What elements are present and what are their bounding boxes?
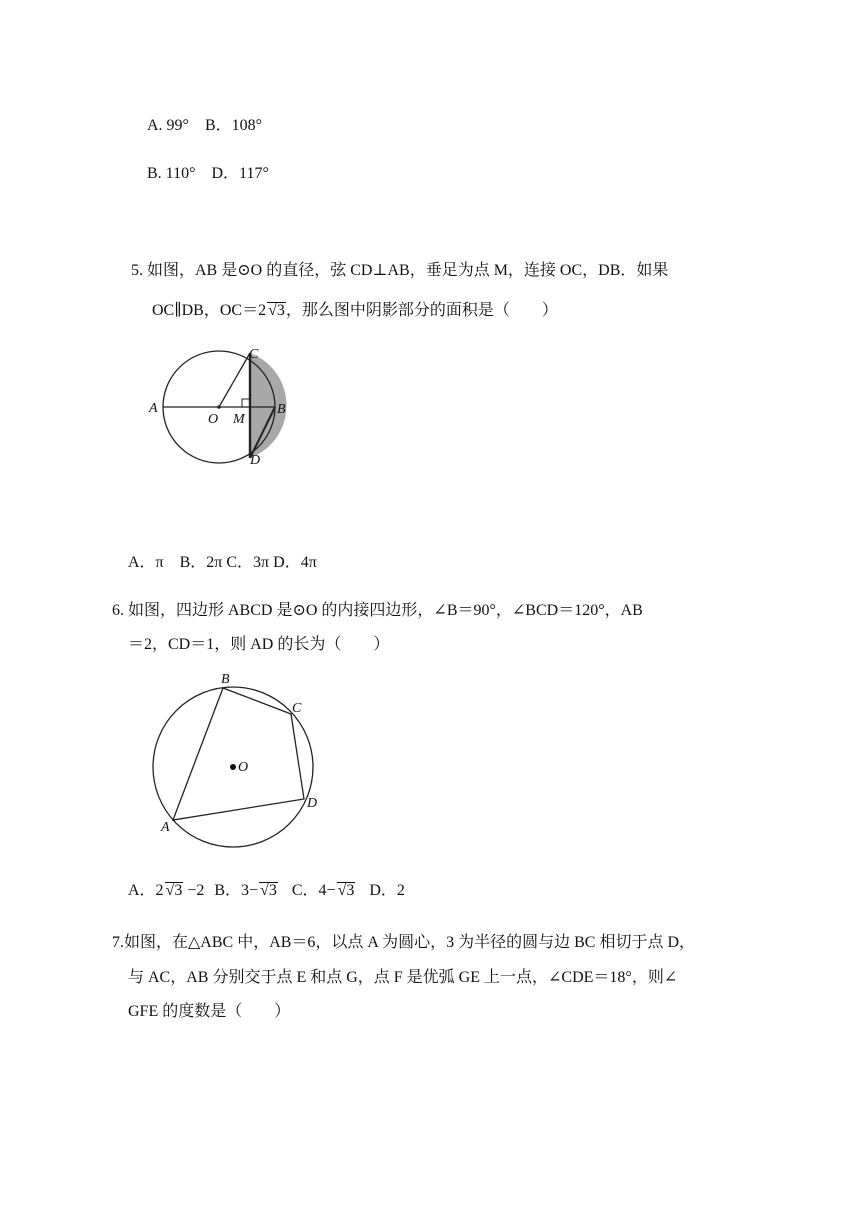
q4-options-line1: A. 99° B．108° bbox=[147, 117, 263, 134]
q6-option-b-pre: B．3− bbox=[214, 882, 259, 899]
label-b: B bbox=[277, 402, 286, 417]
q5-circle-figure bbox=[140, 340, 300, 470]
q5-stem-line2 bbox=[152, 297, 558, 320]
q6-stem-line2: ＝2，CD＝1，则 AD 的长为（ ） bbox=[128, 636, 390, 653]
q6-circle-figure bbox=[140, 668, 340, 848]
label-m: M bbox=[233, 412, 245, 427]
q7-stem-line1: 7.如图，在△ABC 中，AB＝6，以点 A 为圆心，3 为半径的圆与边 BC 相切于点 D， bbox=[112, 934, 696, 951]
q6-option-a-post: −2 bbox=[183, 882, 205, 899]
quadrilateral-abcd bbox=[173, 688, 304, 820]
label-o: O bbox=[238, 760, 249, 775]
label-o: O bbox=[208, 412, 219, 427]
label-c: C bbox=[249, 347, 259, 362]
center-dot bbox=[217, 405, 221, 409]
sqrt-radicand: √3 bbox=[268, 302, 285, 319]
q5-stem-line1: 5. 如图，AB 是⊙O 的直径，弦 CD⊥AB，垂足为点 M，连接 OC，DB．如果 bbox=[131, 262, 669, 279]
label-d: D bbox=[307, 796, 318, 811]
center-dot bbox=[230, 764, 236, 770]
q7-stem-line3: GFE 的度数是（ ） bbox=[128, 1003, 291, 1020]
q6-option-d: D．2 bbox=[369, 882, 405, 899]
sqrt-radicand: √3 bbox=[260, 882, 277, 899]
q6-option-a-pre: A．2 bbox=[128, 882, 164, 899]
q4-options-line2: B. 110° D．117° bbox=[147, 165, 269, 182]
sqrt-radicand: √3 bbox=[337, 882, 355, 899]
label-a: A bbox=[149, 401, 158, 416]
sqrt-radicand: √3 bbox=[165, 882, 183, 899]
q5-stem-line2-post: ，那么图中阴影部分的面积是（ ） bbox=[285, 302, 558, 319]
q5-options: A．π B．2π C．3π D．4π bbox=[128, 554, 317, 571]
q6-option-c-pre: C．4− bbox=[291, 882, 336, 899]
q7-stem-line2: 与 AC，AB 分别交于点 E 和点 G，点 F 是优弧 GE 上一点，∠CDE＝18°，则∠ bbox=[128, 969, 678, 986]
q6-stem-line1: 6. 如图，四边形 ABCD 是⊙O 的内接四边形，∠B＝90°，∠BCD＝120°，AB bbox=[112, 602, 643, 619]
label-a: A bbox=[161, 820, 170, 835]
q6-options bbox=[128, 877, 405, 900]
label-d: D bbox=[250, 453, 261, 468]
label-c: C bbox=[292, 701, 302, 716]
label-b: B bbox=[221, 672, 230, 687]
q5-stem-line2-pre: OC∥DB，OC＝2 bbox=[152, 302, 267, 319]
